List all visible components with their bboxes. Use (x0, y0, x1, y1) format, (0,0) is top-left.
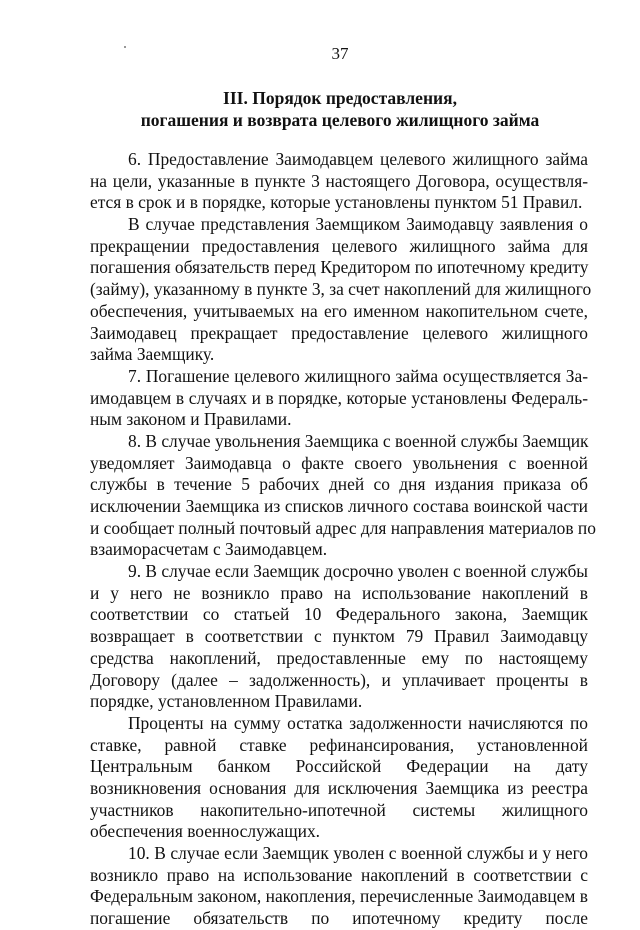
text-line: обеспечения, учитываемых на его именном накопительном счете, (90, 300, 588, 321)
text-line: Договору (далее – задолженность), и уплачивает проценты в (90, 669, 588, 690)
section-heading (90, 87, 590, 131)
text-line: обеспечения военнослужащих. (90, 821, 321, 842)
text-line: 6. Предоставление Заимодавцем целевого жилищного займа (128, 149, 588, 169)
text-line: (займу), указанному в пункте 3, за счет накоплений для жилищного (90, 279, 592, 300)
text-line: 8. В случае увольнения Заемщика с военной службы Заемщик (128, 430, 589, 451)
text-line: на цели, указанные в пункте 3 настоящего Договора, осуществля- (90, 170, 588, 191)
section-heading-line-1: III. Порядок предоставления, (223, 88, 457, 108)
text-line: ставке, равной ставке рефинансирования, установленной (90, 734, 588, 755)
section-heading-line-2: погашения и возврата целевого жилищного займа (140, 110, 540, 130)
text-line: возвращает в соответствии с пунктом 79 Правил Заимодавцу (90, 626, 588, 647)
text-line: Проценты на сумму остатка задолженности начисляются по (128, 712, 588, 733)
text-line: взаиморасчетам с Заимодавцем. (90, 539, 328, 560)
text-line: средства накоплений, предоставленные ему по настоящему (90, 647, 588, 668)
text-line: соответствии со статьей 10 Федерального закона, Заемщик (90, 604, 588, 625)
text-line: 7. Погашение целевого жилищного займа осуществляется За- (128, 365, 588, 386)
text-line: имодавцем в случаях и в порядке, которые установлены Федераль- (90, 387, 588, 408)
page-number: 37 (331, 44, 349, 63)
text-line: Заимодавец прекращает предоставление целевого жилищного (90, 322, 588, 343)
text-line: прекращении предоставления целевого жилищного займа для (90, 235, 588, 256)
text-line: В случае представления Заемщиком Заимодавцу заявления о (128, 214, 588, 235)
text-line: погашение обязательств по ипотечному кредиту после (90, 908, 588, 929)
text-line: 10. В случае если Заемщик уволен с военной службы и у него (128, 843, 588, 863)
text-line: и у него не возникло право на использование накоплений в (90, 582, 588, 603)
text-line: уведомляет Заимодавца о факте своего увольнения с военной (90, 452, 588, 473)
text-line: и сообщает полный почтовый адрес для направления материалов по (90, 517, 596, 538)
text-line: 9. В случае если Заемщик досрочно уволен с военной службы (128, 561, 588, 582)
text-line: Центральным банком Российской Федерации на дату (90, 756, 588, 777)
text-line: ется в срок и в порядке, которые установлены пунктом 51 Правил. (90, 192, 583, 213)
text-line: возникло право на использование накоплений в соответствии с (90, 864, 588, 885)
text-line: займа Заемщику. (90, 344, 215, 365)
text-line: исключении Заемщика из списков личного состава воинской части (90, 496, 588, 516)
body-text (90, 149, 596, 930)
text-line: порядке, установленном Правилами. (90, 691, 363, 712)
text-line: службы в течение 5 рабочих дней со дня издания приказа об (90, 474, 588, 495)
text-line: погашения обязательств перед Кредитором по ипотечному кредиту (90, 257, 589, 278)
text-line: ным законом и Правилами. (90, 409, 292, 430)
scan-artifact-mark (124, 46, 126, 48)
text-line: участников накопительно-ипотечной системы жилищного (90, 799, 588, 820)
text-line: возникновения основания для исключения Заемщика из реестра (90, 777, 588, 798)
text-line: Федеральным законом, накопления, перечисленные Заимодавцем в (90, 886, 588, 907)
